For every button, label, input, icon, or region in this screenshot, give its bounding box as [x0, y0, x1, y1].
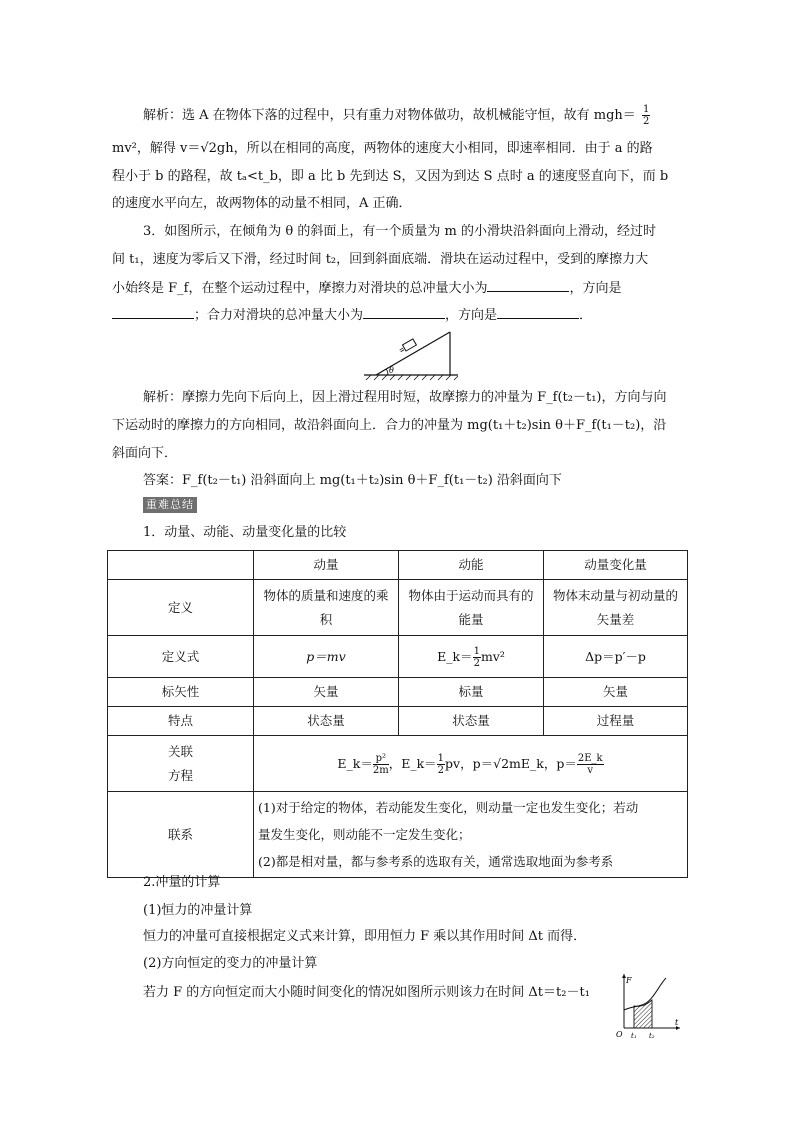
answer-line: 答案：F_f(t₂－t₁) 沿斜面向上 mg(t₁＋t₂)sin θ＋F_f(t₁－t₂) 沿斜面向下: [143, 473, 562, 488]
analysis1-line4: 的速度水平向左，故两物体的动量不相同，A 正确．: [112, 196, 412, 211]
table-row: [108, 636, 688, 678]
fraction-denominator: 2m: [372, 764, 389, 776]
relation-equations: [254, 736, 688, 792]
eq1-prefix: E_k＝: [337, 755, 373, 771]
theta-label: θ: [389, 366, 394, 375]
impulse-sub1: (1)恒力的冲量计算: [143, 903, 253, 918]
fraction-denominator: 2: [437, 764, 445, 776]
t2-label: t₂: [649, 1032, 655, 1040]
impulse-sub2: (2)方向恒定的变力的冲量计算: [143, 956, 318, 971]
fraction-denominator: v: [587, 764, 594, 776]
impulse-text1: 恒力的冲量可直接根据定义式来计算，即用恒力 F 乘以其作用时间 Δt 而得．: [143, 929, 587, 944]
analysis1-line1: [143, 104, 650, 127]
link-item-1a: (1)对于给定的物体，若动能发生变化，则动量一定也发生变化；若动: [258, 800, 639, 815]
question3-line4-mid2: ，方向是: [445, 308, 498, 323]
analysis2-line2: 下运动时的摩擦力的方向相同，故沿斜面向上．合力的冲量为 mg(t₁＋t₂)sin θ＋F_f(t₁－t₂)，沿: [112, 418, 667, 433]
t-axis-label: t: [675, 1018, 679, 1027]
answer-blank-3[interactable]: [363, 306, 445, 319]
table-row: [108, 580, 688, 636]
row-label-link: 联系: [108, 792, 254, 878]
table-cell: p＝mv: [254, 636, 399, 678]
question3-line3-text: 小始终是 F_f，在整个运动过程中，摩擦力对滑块的总冲量大小为: [112, 281, 488, 296]
link-content: [254, 792, 688, 878]
row-label-vector: 标矢性: [108, 678, 254, 707]
fraction-numerator: 2E_k: [577, 752, 603, 764]
fraction-denominator: 2: [642, 116, 650, 127]
question3-line3-end: ，方向是: [569, 281, 622, 296]
table-cell: 状态量: [399, 707, 544, 736]
answer-blank-1[interactable]: [487, 279, 569, 292]
table-header-cell: 动量: [254, 551, 399, 580]
table-cell: 物体末动量与初动量的矢量差: [544, 580, 688, 636]
table-header-cell: 动量变化量: [544, 551, 688, 580]
table-row: [108, 551, 688, 580]
analysis1-line1-text: 解析：选 A 在物体下落的过程中，只有重力对物体做功，故机械能守恒，故有 mgh＝: [143, 108, 636, 123]
table-header-cell: 动能: [399, 551, 544, 580]
analysis1-line3: 程小于 b 的路程，故 tₐ<t_b，即 a 比 b 先到达 S，又因为到达 S 点时 a 的速度竖直向下，而 b: [112, 169, 669, 184]
fraction-numerator: p²: [373, 753, 389, 765]
eq2-prefix: ，E_k＝: [388, 755, 437, 771]
table-cell: Δp＝p′－p: [544, 636, 688, 678]
t1-label: t₁: [631, 1032, 637, 1040]
fraction-2ek-over-v: [577, 753, 604, 776]
table-cell: 状态量: [254, 707, 399, 736]
f-axis-label: F: [626, 976, 632, 985]
link-item-1b: 量发生变化，则动能不一定发生变化；: [258, 827, 471, 842]
fraction-numerator: 1: [437, 752, 445, 764]
link-item-2: (2)都是相对量，都与参考系的选取有关，通常选取地面为参考系: [258, 854, 614, 869]
analysis2-line1: 解析：摩擦力先向下后向上，因上滑过程用时短，故摩擦力的冲量为 F_f(t₂－t₁)，方向与向: [143, 390, 667, 405]
angle-arc: [387, 369, 389, 375]
relation-label-line1: 关联: [167, 743, 193, 759]
table-cell: 标量: [399, 678, 544, 707]
eq2-suffix: pv，p＝√2mE_k，p＝: [445, 755, 577, 771]
comparison-table: [107, 550, 688, 878]
analysis2-line3: 斜面向下．: [112, 446, 178, 461]
analysis1-line2: mv²，解得 v＝√2gh，所以在相同的高度，两物体的速度大小相同，即速率相同．由于 a 的路: [112, 141, 653, 156]
table-cell: 过程量: [544, 707, 688, 736]
table-cell: [399, 636, 544, 678]
question3-line4-end: ．: [579, 308, 593, 323]
formula-ek-prefix: E_k＝: [437, 648, 473, 664]
impulse-text2: 若力 F 的方向恒定而大小随时间变化的情况如图所示则该力在时间 Δt＝t₂－t₁: [143, 985, 590, 1000]
question3-line1: 3．如图所示，在倾角为 θ 的斜面上，有一个质量为 m 的小滑块沿斜面向上滑动，经过时: [143, 224, 656, 239]
answer-blank-2[interactable]: [112, 306, 194, 319]
table-row: [108, 678, 688, 707]
table-header-cell: [108, 551, 254, 580]
row-label-definition: 定义: [108, 580, 254, 636]
fraction-numerator: 1: [642, 104, 650, 115]
incline-figure: [362, 330, 462, 382]
fraction-one-half: [642, 104, 650, 127]
table-row: [108, 792, 688, 878]
row-label-formula: 定义式: [108, 636, 254, 678]
answer-blank-4[interactable]: [497, 306, 579, 319]
sliding-block: [398, 339, 416, 354]
question3-line4: [112, 306, 592, 324]
key-summary-badge: 重难总结: [143, 497, 197, 513]
question3-line2: 间 t₁，速度为零后又下滑，经过时间 t₂，回到斜面底端．滑块在运动过程中，受到的摩擦力大: [112, 252, 649, 267]
question3-line4-mid: ；合力对滑块的总冲量大小为: [194, 308, 364, 323]
question3-line3: [112, 279, 621, 297]
table-cell: 物体由于运动而具有的能量: [399, 580, 544, 636]
row-label-feature: 特点: [108, 707, 254, 736]
fraction-one-half: [437, 753, 445, 776]
origin-label: O: [616, 1030, 623, 1039]
summary-heading: 1．动量、动能、动量变化量的比较: [143, 525, 347, 540]
fraction-denominator: 2: [473, 657, 480, 669]
fraction-p2-over-2m: [373, 753, 389, 776]
fraction-numerator: 1: [473, 645, 480, 657]
impulse-heading: 2.冲量的计算: [143, 875, 221, 890]
row-label-relation: [108, 736, 254, 792]
fraction-one-half: [473, 646, 481, 669]
relation-label-line2: 方程: [167, 767, 193, 783]
table-cell: 矢量: [544, 678, 688, 707]
table-row: [108, 736, 688, 792]
table-cell: 矢量: [254, 678, 399, 707]
table-cell: 物体的质量和速度的乘积: [254, 580, 399, 636]
ground-hatching: [366, 375, 458, 380]
formula-ek-suffix: mv²: [480, 648, 505, 664]
force-time-graph: [612, 970, 684, 1042]
table-row: [108, 707, 688, 736]
